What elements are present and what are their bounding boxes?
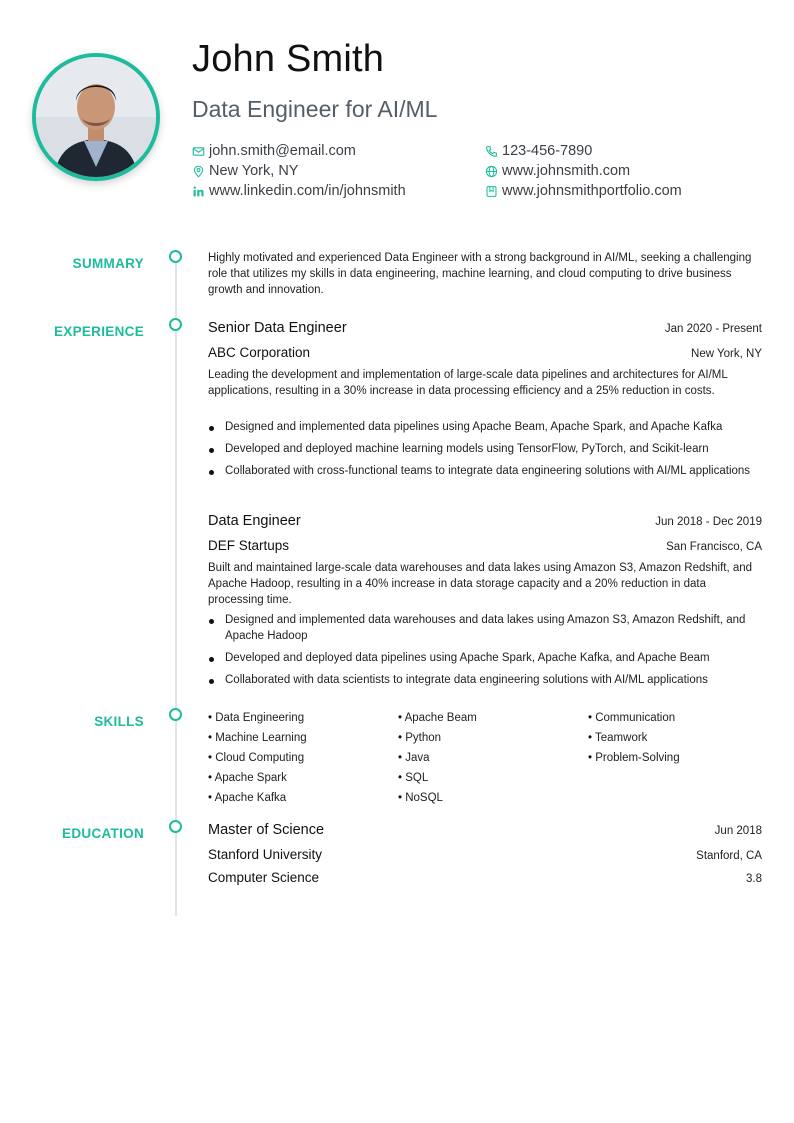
timeline-dot-skills: [169, 708, 182, 721]
contact-portfolio-text: www.johnsmithportfolio.com: [502, 183, 682, 199]
education-header: [208, 822, 762, 838]
education-degree: Master of Science: [208, 822, 325, 838]
skill-item: • Apache Beam: [398, 708, 477, 728]
job-company-row: [208, 345, 762, 360]
job-title: Senior Data Engineer: [208, 320, 347, 336]
job-company: DEF Startups: [208, 538, 290, 553]
bookmark-icon: [485, 185, 498, 198]
candidate-name: John Smith: [192, 38, 385, 80]
timeline-line: [175, 256, 177, 916]
contact-location-text: New York, NY: [209, 163, 299, 179]
timeline-dot-education: [169, 820, 182, 833]
section-label-skills: SKILLS: [94, 714, 144, 729]
mail-icon: [192, 145, 205, 158]
education-location: Stanford, CA: [696, 850, 762, 862]
list-item: Collaborated with cross-functional teams to integrate data engineering solutions with AI/ML applications: [208, 463, 762, 479]
summary-text: Highly motivated and experienced Data Engineer with a strong background in AI/ML, seeking a challenging role that utilizes my skills in data engineering, machine learning, and cloud computing to drive business growth and innovation.: [208, 252, 752, 296]
phone-icon: [485, 145, 498, 158]
list-item: Developed and deployed data pipelines using Apache Spark, Apache Kafka, and Apache Beam: [208, 650, 762, 666]
job-company-row: [208, 538, 762, 553]
contact-email[interactable]: [192, 143, 356, 159]
skill-item: • Communication: [588, 708, 680, 728]
education-gpa: 3.8: [746, 873, 762, 885]
education-date: Jun 2018: [714, 825, 762, 837]
contact-email-text: john.smith@email.com: [209, 143, 356, 159]
list-item: Developed and deployed machine learning models using TensorFlow, PyTorch, and Scikit-learn: [208, 441, 762, 457]
job-description: Leading the development and implementation of large-scale data pipelines and architectures for AI/ML applications, resulting in a 30% increase in data processing efficiency and a 25% reduction in costs.: [208, 369, 728, 397]
job-bullets: [208, 419, 762, 485]
contact-portfolio[interactable]: [485, 183, 682, 199]
job-date: Jan 2020 - Present: [664, 323, 762, 335]
contact-phone[interactable]: [485, 143, 592, 159]
skill-item: • Python: [398, 728, 477, 748]
contact-linkedin-text: www.linkedin.com/in/johnsmith: [209, 183, 406, 199]
education-school-row: [208, 847, 762, 862]
globe-icon: [485, 165, 498, 178]
job-header: [208, 320, 762, 336]
education-school: Stanford University: [208, 847, 323, 862]
timeline-dot-summary: [169, 250, 182, 263]
section-label-education: EDUCATION: [62, 826, 144, 841]
contact-website[interactable]: [485, 163, 630, 179]
skill-item: • Apache Spark: [208, 768, 307, 788]
skills-column: [208, 708, 307, 808]
skill-item: • Java: [398, 748, 477, 768]
candidate-title: Data Engineer for AI/ML: [192, 96, 438, 122]
skill-item: • Data Engineering: [208, 708, 307, 728]
job-title: Data Engineer: [208, 513, 301, 529]
map-pin-icon: [192, 165, 205, 178]
job-bullets: [208, 612, 762, 694]
contact-website-text: www.johnsmith.com: [502, 163, 631, 179]
skills-column: [588, 708, 680, 768]
section-label-summary: SUMMARY: [72, 256, 144, 271]
profile-photo: [32, 53, 160, 181]
job-header: [208, 513, 762, 529]
section-label-experience: EXPERIENCE: [53, 324, 144, 339]
list-item: Designed and implemented data pipelines using Apache Beam, Apache Spark, and Apache Kafka: [208, 419, 762, 435]
skill-item: • Teamwork: [588, 728, 680, 748]
list-item: Designed and implemented data warehouses and data lakes using Amazon S3, Amazon Redshift, and Apache Hadoop: [208, 612, 762, 644]
skill-item: • Apache Kafka: [208, 788, 307, 808]
skill-item: • Machine Learning: [208, 728, 307, 748]
education-field-row: [208, 870, 762, 885]
list-item: Collaborated with data scientists to integrate data engineering solutions with AI/ML applications: [208, 672, 762, 688]
contact-location: [192, 163, 298, 179]
job-location: New York, NY: [691, 348, 762, 360]
education-field: Computer Science: [208, 870, 320, 885]
linkedin-icon: [192, 185, 205, 198]
job-description: Built and maintained large-scale data warehouses and data lakes using Amazon S3, Amazon Redshift, and Apache Hadoop, resulting in a 40% increase in data storage capacity and a 20% reduction in data processing time.: [208, 562, 753, 606]
skill-item: • SQL: [398, 768, 477, 788]
skill-item: • Problem-Solving: [588, 748, 680, 768]
contact-phone-text: 123-456-7890: [502, 143, 593, 159]
skill-item: • Cloud Computing: [208, 748, 307, 768]
timeline-dot-experience: [169, 318, 182, 331]
job-company: ABC Corporation: [208, 345, 311, 360]
job-location: San Francisco, CA: [666, 541, 762, 553]
skill-item: • NoSQL: [398, 788, 477, 808]
skills-column: [398, 708, 477, 808]
contact-linkedin[interactable]: [192, 183, 406, 199]
job-date: Jun 2018 - Dec 2019: [655, 516, 762, 528]
profile-photo-image: [36, 57, 156, 177]
